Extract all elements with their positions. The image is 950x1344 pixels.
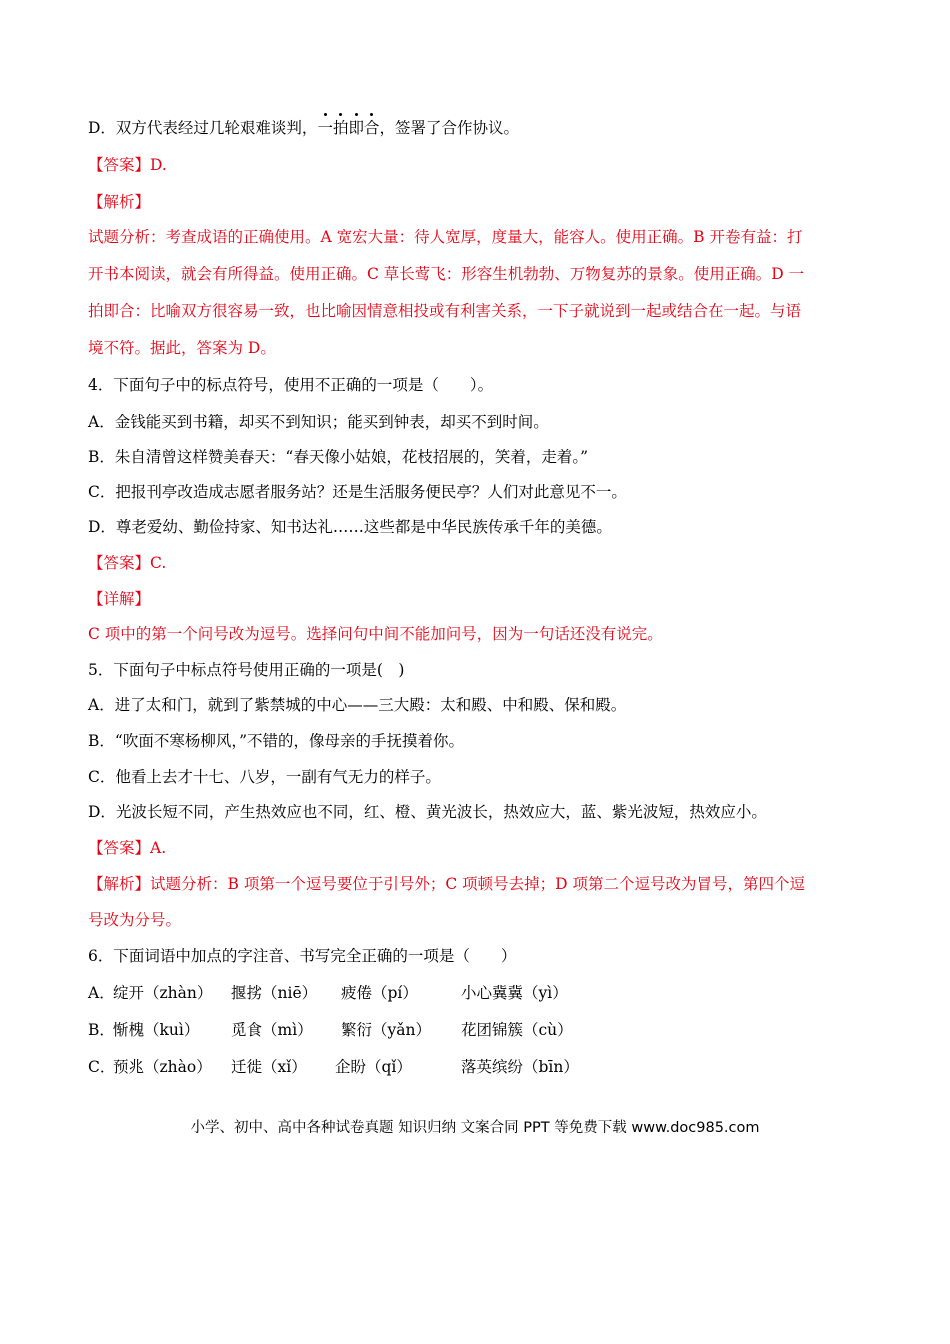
q4-detail-label: 【详解】 <box>88 590 151 608</box>
q4-detail-text: C 项中的第一个问号改为逗号。选择问句中间不能加问号，因为一句话还没有说完。 <box>88 625 663 643</box>
word-item: 绽开（zhàn） <box>113 984 213 1002</box>
answer-value: D. <box>150 156 167 174</box>
q6-option-c <box>88 1057 579 1077</box>
q3-option-d-suffix: ，签署了合作协议。 <box>379 119 520 137</box>
answer-value: A. <box>150 839 167 857</box>
q3-analysis-line: 开书本阅读，就会有所得益。使用正确。C 草长莺飞：形容生机勃勃、万物复苏的景象。使用正确。D 一 <box>88 265 805 283</box>
dotted-char: 拍 <box>332 119 349 137</box>
q5-option-a: A．进了太和门，就到了紫禁城的中心——三大殿：太和殿、中和殿、保和殿。 <box>88 696 627 714</box>
word-item: 疲倦（pí） <box>341 984 418 1002</box>
word-item: 揠挘（niē） <box>231 984 318 1002</box>
word-item: 惭槐（kuì） <box>113 1021 200 1039</box>
option-letter: A． <box>88 984 115 1002</box>
q4-option-c: C．把报刊亭改造成志愿者服务站？还是生活服务便民亭？人们对此意见不一。 <box>88 483 627 501</box>
word-item: 落英缤纷（bīn） <box>461 1058 579 1076</box>
answer-label: 【答案】 <box>88 839 151 857</box>
dotted-char: 即 <box>348 119 364 137</box>
word-item: 企盼（qǐ） <box>335 1058 412 1076</box>
q3-analysis-line: 试题分析：考查成语的正确使用。A 宽宏大量：待人宽厚，度量大，能容人。使用正确。B 开卷有益：打 <box>88 228 803 246</box>
q3-analysis-line: 拍即合：比喻双方很容易一致，也比喻因情意相投或有利害关系，一下子就说到一起或结合在一起。与语 <box>88 302 802 320</box>
option-letter: C． <box>88 1058 116 1076</box>
q3-answer <box>88 155 167 175</box>
word-item: 觅食（mì） <box>231 1021 313 1039</box>
answer-label: 【答案】 <box>88 156 151 174</box>
q4-stem: 4．下面句子中的标点符号，使用不正确的一项是（ ）。 <box>88 376 494 394</box>
q6-option-a <box>88 983 568 1003</box>
word-item: 花团锦簇（cù） <box>461 1021 573 1039</box>
answer-label: 【答案】 <box>88 554 151 572</box>
q5-option-d: D．光波长短不同，产生热效应也不同，红、橙、黄光波长，热效应大，蓝、紫光波短，热效应小。 <box>88 803 767 821</box>
word-item: 预兆（zhào） <box>113 1058 212 1076</box>
q5-option-b: B．“吹面不寒杨柳风，”不错的，像母亲的手抚摸着你。 <box>88 732 464 750</box>
word-item: 迁徙（xǐ） <box>231 1058 307 1076</box>
q3-option-d <box>88 118 519 138</box>
dotted-char: 合 <box>363 119 380 137</box>
q5-analysis-line: 号改为分号。 <box>88 911 182 929</box>
word-item: 小心冀冀（yì） <box>461 984 568 1002</box>
q5-analysis-line: 【解析】试题分析：B 项第一个逗号要位于引号外；C 项顿号去掉；D 项第二个逗号改为冒号，第四个逗 <box>88 875 805 893</box>
q3-analysis-line: 境不符。据此，答案为 D。 <box>88 339 276 357</box>
q3-analysis-label: 【解析】 <box>88 193 151 211</box>
q6-option-b <box>88 1020 573 1040</box>
q4-answer <box>88 553 166 573</box>
page-footer: 小学、初中、高中各种试卷真题 知识归纳 文案合同 PPT 等免费下载 www.doc985.com <box>190 1120 760 1136</box>
dotted-char: 一 <box>317 119 333 137</box>
word-item: 繁衍（yǎn） <box>341 1021 431 1039</box>
q5-answer <box>88 838 166 858</box>
answer-value: C. <box>150 554 167 572</box>
q6-stem: 6．下面词语中加点的字注音、书写完全正确的一项是（ ） <box>88 947 517 965</box>
q5-stem: 5．下面句子中标点符号使用正确的一项是( ) <box>88 661 405 679</box>
q3-option-d-prefix: D．双方代表经过几轮艰难谈判， <box>88 119 318 137</box>
q4-option-a: A．金钱能买到书籍，却买不到知识；能买到钟表，却买不到时间。 <box>88 413 549 431</box>
q4-option-b: B．朱自清曾这样赞美春天：“春天像小姑娘，花枝招展的，笑着，走着。” <box>88 448 588 466</box>
q5-option-c: C．他看上去才十七、八岁，一副有气无力的样子。 <box>88 768 441 786</box>
q4-option-d: D．尊老爱幼、勤俭持家、知书达礼……这些都是中华民族传承千年的美德。 <box>88 518 612 536</box>
option-letter: B． <box>88 1021 115 1039</box>
